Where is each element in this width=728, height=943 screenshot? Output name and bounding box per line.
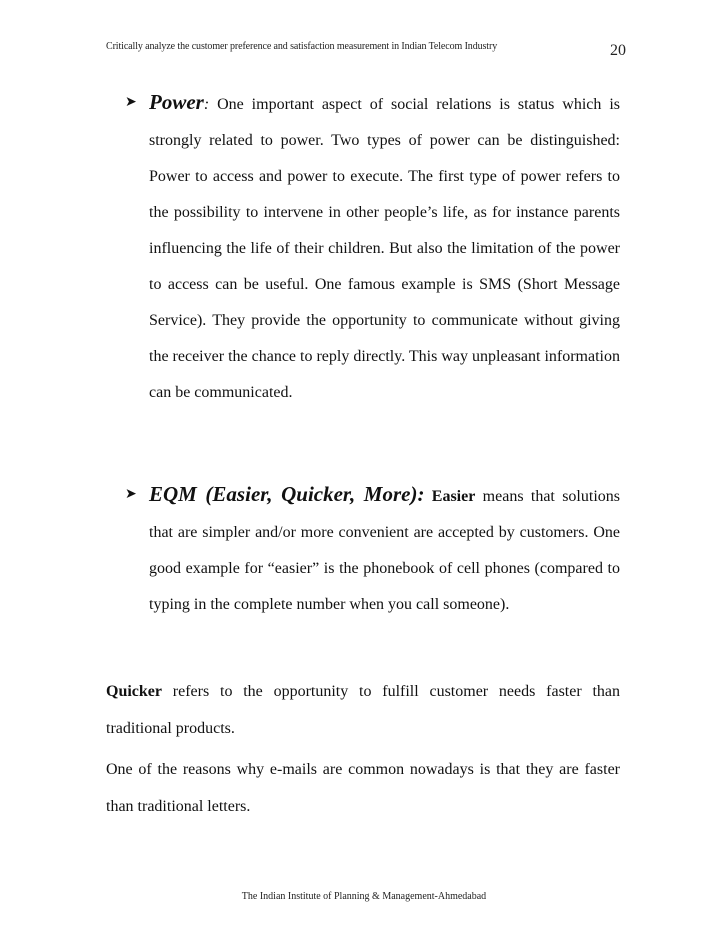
page-number: 20 [610,42,626,59]
paragraph-quicker [106,673,620,747]
bullet-power [125,84,620,411]
paragraph-email: One of the reasons why e-mails are common nowadays is that they are faster than traditional letters. [106,761,620,815]
arrow-bullet-icon: ➤ [125,94,137,110]
power-body: One important aspect of social relations is status which is strongly related to power. Two types of power can be distinguished: Power to access and power to execute. The first type of power refers to the possibility to intervene in other people’s life, as for instance parents influencing the life of their children. But also the limitation of the power to access can be useful. One famous example is SMS (Short Message Service). They provide the opportunity to communicate without giving the receiver the chance to reply directly. This way unpleasant information can be communicated. [149,96,620,401]
quicker-keyword: Quicker [106,683,162,700]
quicker-body: refers to the opportunity to fulfill customer needs faster than traditional products. [106,683,620,737]
power-colon: : [203,96,210,113]
easier-keyword: Easier [431,488,476,505]
power-term: Power [149,90,204,114]
bullet-eqm [125,476,620,623]
page-footer: The Indian Institute of Planning & Management-Ahmedabad [241,891,487,902]
arrow-bullet-icon: ➤ [125,486,137,502]
running-header: Critically analyze the customer preference and satisfaction measurement in Indian Telecom Industry [106,41,498,52]
eqm-term: EQM (Easier, Quicker, More): [149,482,425,506]
eqm-body: means that solutions that are simpler and/or more convenient are accepted by customers. One good example for “easier” is the phonebook of cell phones (compared to typing in the complete number when you call someone). [149,488,620,613]
